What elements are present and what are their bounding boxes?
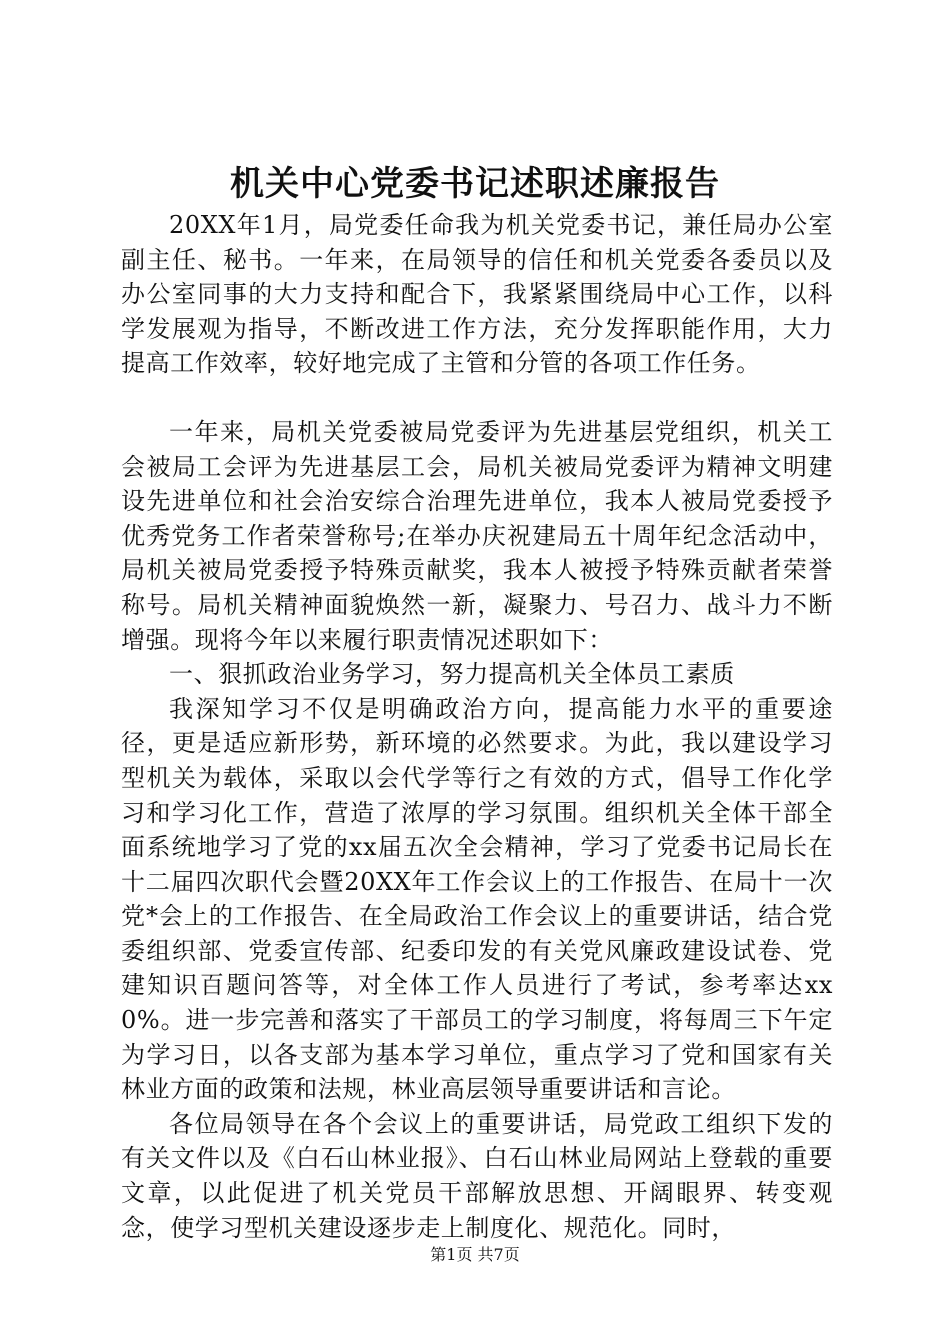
paragraph-achievements: 一年来，局机关党委被局党委评为先进基层党组织，机关工会被局工会评为先进基层工会，局机关被局党委评为精神文明建设先进单位和社会治安综合治理先进单位，我本人被局党委授予优秀党务工作者荣誉称号;在举办庆祝建局五十周年纪念活动中，局机关被局党委授予特殊贡献奖，我本人被授予特殊贡献者荣誉称号。局机关精神面貌焕然一新，凝聚力、号召力、战斗力不断增强。现将今年以来履行职责情况述职如下： xyxy=(121,417,833,654)
paragraph-intro: 20XX年1月，局党委任命我为机关党委书记，兼任局办公室副主任、秘书。一年来，在局领导的信任和机关党委各委员以及办公室同事的大力支持和配合下，我紧紧围绕局中心工作，以科学发展观为指导，不断改进工作方法，充分发挥职能作用，大力提高工作效率，较好地完成了主管和分管的各项工作任务。 xyxy=(121,211,833,378)
paragraph-study: 我深知学习不仅是明确政治方向，提高能力水平的重要途径，更是适应新形势，新环境的必然要求。为此，我以建设学习型机关为载体，采取以会代学等行之有效的方式，倡导工作化学习和学习化工作，营造了浓厚的学习氛围。组织机关全体干部全面系统地学习了党的xx届五次全会精神，学习了党委书记局长在十二届四次职代会暨20XX年工作会议上的工作报告、在局十一次党*会上的工作报告、在全局政治工作会议上的重要讲话，结合党委组织部、党委宣传部、纪委印发的有关党风廉政建设试卷、党建知识百题问答等，对全体工作人员进行了考试，参考率达xx0%。进一步完善和落实了干部员工的学习制度，将每周三下午定为学习日，以各支部为基本学习单位，重点学习了党和国家有关林业方面的政策和法规，林业高层领导重要讲话和言论。 xyxy=(121,694,833,1104)
section-heading-1: 一、狠抓政治业务学习，努力提高机关全体员工素质 xyxy=(169,660,735,689)
page-footer: 第1页 共7页 xyxy=(430,1245,520,1264)
document-body xyxy=(121,208,833,1245)
paragraph-speeches: 各位局领导在各个会议上的重要讲话，局党政工组织下发的有关文件以及《白石山林业报》、白石山林业局网站上登载的重要文章，以此促进了机关党员干部解放思想、开阔眼界、转变观念，使学习型机关建设逐步走上制度化、规范化。同时， xyxy=(121,1109,833,1242)
document-title: 机关中心党委书记述职述廉报告 xyxy=(230,164,720,204)
